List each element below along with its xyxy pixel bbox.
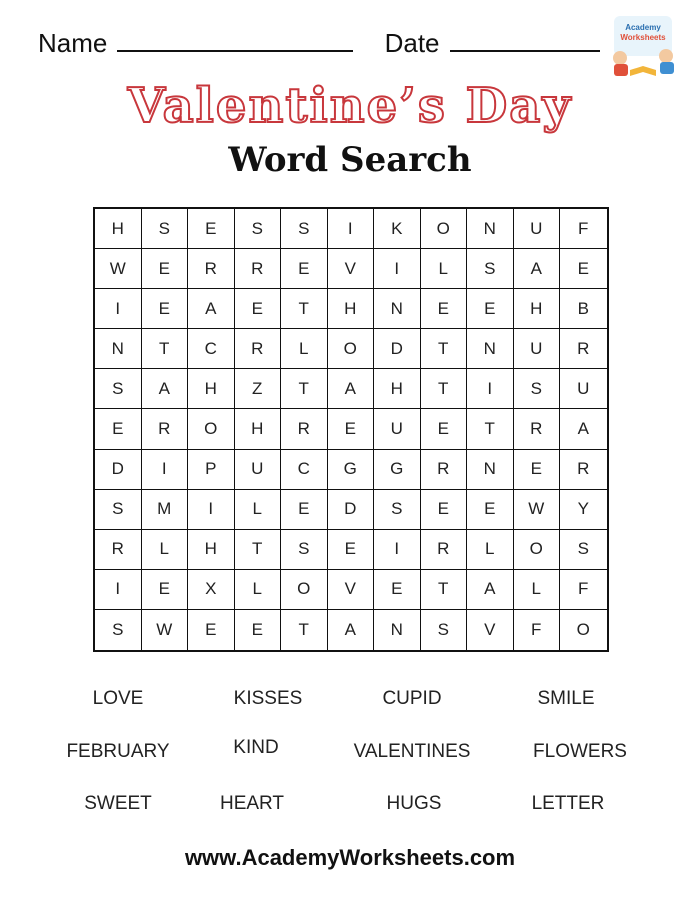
grid-cell[interactable]: F	[560, 570, 607, 610]
word-list-item: CUPID	[382, 688, 442, 709]
grid-cell[interactable]: S	[235, 209, 282, 249]
grid-cell[interactable]: T	[235, 530, 282, 570]
grid-cell[interactable]: W	[514, 490, 561, 530]
grid-cell[interactable]: T	[421, 369, 468, 409]
grid-cell[interactable]: A	[560, 409, 607, 449]
grid-cell[interactable]: I	[95, 570, 142, 610]
grid-cell[interactable]: L	[421, 249, 468, 289]
grid-cell[interactable]: E	[281, 490, 328, 530]
page-title: Valentine’s Day	[127, 78, 573, 134]
grid-cell[interactable]: N	[374, 289, 421, 329]
grid-cell[interactable]: H	[235, 409, 282, 449]
grid-cell[interactable]: R	[142, 409, 189, 449]
page-subtitle: Word Search	[228, 140, 472, 180]
grid-cell[interactable]: A	[467, 570, 514, 610]
grid-cell[interactable]: E	[328, 530, 375, 570]
grid-cell[interactable]: O	[281, 570, 328, 610]
grid-cell[interactable]: R	[281, 409, 328, 449]
grid-cell[interactable]: O	[188, 409, 235, 449]
grid-cell[interactable]: S	[95, 610, 142, 650]
grid-cell[interactable]: E	[142, 570, 189, 610]
grid-cell[interactable]: L	[235, 570, 282, 610]
grid-cell[interactable]: H	[95, 209, 142, 249]
grid-cell[interactable]: E	[188, 209, 235, 249]
grid-cell[interactable]: D	[374, 329, 421, 369]
grid-cell[interactable]: S	[95, 490, 142, 530]
grid-cell[interactable]: S	[560, 530, 607, 570]
grid-cell[interactable]: A	[142, 369, 189, 409]
grid-cell[interactable]: O	[514, 530, 561, 570]
word-list-item: HEART	[219, 793, 285, 814]
grid-cell[interactable]: I	[328, 209, 375, 249]
grid-cell[interactable]: E	[188, 610, 235, 650]
footer-website: www.AcademyWorksheets.com	[184, 845, 516, 870]
grid-cell[interactable]: B	[560, 289, 607, 329]
grid-cell[interactable]: D	[328, 490, 375, 530]
grid-cell[interactable]: E	[421, 490, 468, 530]
grid-cell[interactable]: E	[328, 409, 375, 449]
grid-cell[interactable]: C	[281, 450, 328, 490]
grid-cell[interactable]: L	[235, 490, 282, 530]
grid-cell[interactable]: L	[281, 329, 328, 369]
grid-cell[interactable]: T	[281, 289, 328, 329]
grid-cell[interactable]: O	[421, 209, 468, 249]
grid-cell[interactable]: I	[142, 450, 189, 490]
word-list-item: HUGS	[386, 793, 442, 814]
grid-cell[interactable]: I	[374, 249, 421, 289]
name-label: Name	[38, 28, 108, 58]
grid-cell[interactable]: E	[421, 409, 468, 449]
grid-cell[interactable]: H	[188, 530, 235, 570]
grid-cell[interactable]: A	[514, 249, 561, 289]
grid-cell[interactable]: W	[95, 249, 142, 289]
svg-text:Worksheets: Worksheets	[620, 33, 666, 42]
grid-cell[interactable]: V	[467, 610, 514, 650]
grid-cell[interactable]: A	[328, 369, 375, 409]
grid-cell[interactable]: E	[142, 289, 189, 329]
grid-cell[interactable]: C	[188, 329, 235, 369]
grid-cell[interactable]: M	[142, 490, 189, 530]
grid-cell[interactable]: R	[235, 329, 282, 369]
grid-cell[interactable]: E	[467, 289, 514, 329]
grid-cell[interactable]: H	[374, 369, 421, 409]
grid-cell[interactable]: E	[235, 289, 282, 329]
grid-cell[interactable]: A	[188, 289, 235, 329]
grid-cell[interactable]: E	[95, 409, 142, 449]
grid-cell[interactable]: U	[560, 369, 607, 409]
grid-cell[interactable]: R	[514, 409, 561, 449]
grid-cell[interactable]: O	[576, 619, 590, 639]
header-fields	[38, 28, 600, 59]
grid-cell[interactable]: F	[560, 209, 607, 249]
grid-cell[interactable]: E	[235, 610, 282, 650]
grid-cell[interactable]: T	[281, 369, 328, 409]
academy-worksheets-logo	[604, 12, 682, 80]
word-list-item: SWEET	[84, 793, 152, 814]
word-list-item: KIND	[233, 737, 279, 758]
grid-cell[interactable]: R	[95, 530, 142, 570]
grid-cell[interactable]: L	[142, 530, 189, 570]
grid-cell[interactable]: K	[374, 209, 421, 249]
grid-cell[interactable]: L	[514, 570, 561, 610]
grid-cell[interactable]: R	[235, 249, 282, 289]
grid-cell[interactable]: S	[281, 209, 328, 249]
grid-cell[interactable]: R	[421, 450, 468, 490]
grid-cell[interactable]: H	[328, 289, 375, 329]
grid-cell[interactable]: N	[95, 329, 142, 369]
word-list-item: LETTER	[531, 793, 605, 814]
grid-cell[interactable]: R	[188, 249, 235, 289]
grid-cell[interactable]: T	[281, 610, 328, 650]
word-list-item: FLOWERS	[533, 741, 627, 762]
grid-cell[interactable]: N	[467, 329, 514, 369]
grid-cell[interactable]: I	[95, 289, 142, 329]
grid-cell[interactable]: S	[514, 369, 561, 409]
grid-cell[interactable]: T	[467, 409, 514, 449]
grid-cell[interactable]: W	[142, 610, 189, 650]
word-list-item: KISSES	[233, 688, 303, 709]
grid-cell[interactable]: S	[95, 369, 142, 409]
grid-cell[interactable]: T	[421, 329, 468, 369]
grid-cell[interactable]: N	[374, 610, 421, 650]
word-search-grid	[93, 207, 609, 652]
grid-cell[interactable]: R	[421, 530, 468, 570]
grid-cell[interactable]: H	[514, 289, 561, 329]
grid-cell[interactable]: U	[514, 209, 561, 249]
grid-cell[interactable]: F	[514, 610, 561, 650]
grid-cell[interactable]: D	[95, 450, 142, 490]
grid-cell[interactable]: T	[421, 570, 468, 610]
grid-cell[interactable]: R	[560, 450, 607, 490]
grid-cell[interactable]: E	[514, 450, 561, 490]
word-list-item: LOVE	[92, 688, 144, 709]
grid-cell[interactable]: N	[467, 450, 514, 490]
grid-cell[interactable]: Z	[235, 369, 282, 409]
grid-cell[interactable]: L	[467, 530, 514, 570]
grid-cell[interactable]: E	[281, 249, 328, 289]
word-list-item: FEBRUARY	[66, 741, 170, 762]
grid-cell[interactable]: E	[421, 289, 468, 329]
grid-cell[interactable]: E	[560, 249, 607, 289]
grid-cell[interactable]: U	[235, 450, 282, 490]
grid-cell[interactable]: V	[328, 570, 375, 610]
grid-cell[interactable]: A	[328, 610, 375, 650]
word-list-item: VALENTINES	[353, 741, 471, 762]
svg-text:Academy: Academy	[625, 23, 661, 32]
date-label: Date	[384, 28, 440, 58]
grid-cell[interactable]: T	[142, 329, 189, 369]
grid-cell[interactable]: R	[560, 329, 607, 369]
grid-cell[interactable]: V	[328, 249, 375, 289]
grid-cell[interactable]: S	[467, 249, 514, 289]
date-blank-line[interactable]	[450, 32, 600, 52]
grid-cell[interactable]: E	[467, 490, 514, 530]
word-list-item: SMILE	[537, 688, 595, 709]
grid-cell[interactable]: S	[374, 490, 421, 530]
grid-cell[interactable]: U	[514, 329, 561, 369]
logo-icon	[604, 12, 682, 80]
grid-cell[interactable]: S	[142, 209, 189, 249]
grid-cell[interactable]: I	[374, 530, 421, 570]
grid-cell[interactable]: H	[188, 369, 235, 409]
grid-cell[interactable]: S	[281, 530, 328, 570]
grid-cell[interactable]: X	[188, 570, 235, 610]
grid-cell[interactable]: G	[374, 450, 421, 490]
grid-cell[interactable]: I	[188, 490, 235, 530]
name-blank-line[interactable]	[117, 32, 353, 52]
grid-cell[interactable]: Y	[560, 490, 607, 530]
grid-cell[interactable]: E	[142, 249, 189, 289]
grid-cell[interactable]: N	[467, 209, 514, 249]
grid-cell[interactable]: G	[328, 450, 375, 490]
grid-cell[interactable]: P	[188, 450, 235, 490]
grid-cell[interactable]: E	[374, 570, 421, 610]
grid-cell[interactable]: S	[421, 610, 468, 650]
grid-cell[interactable]: I	[467, 369, 514, 409]
grid-cell[interactable]: O	[328, 329, 375, 369]
grid-cell[interactable]: U	[374, 409, 421, 449]
